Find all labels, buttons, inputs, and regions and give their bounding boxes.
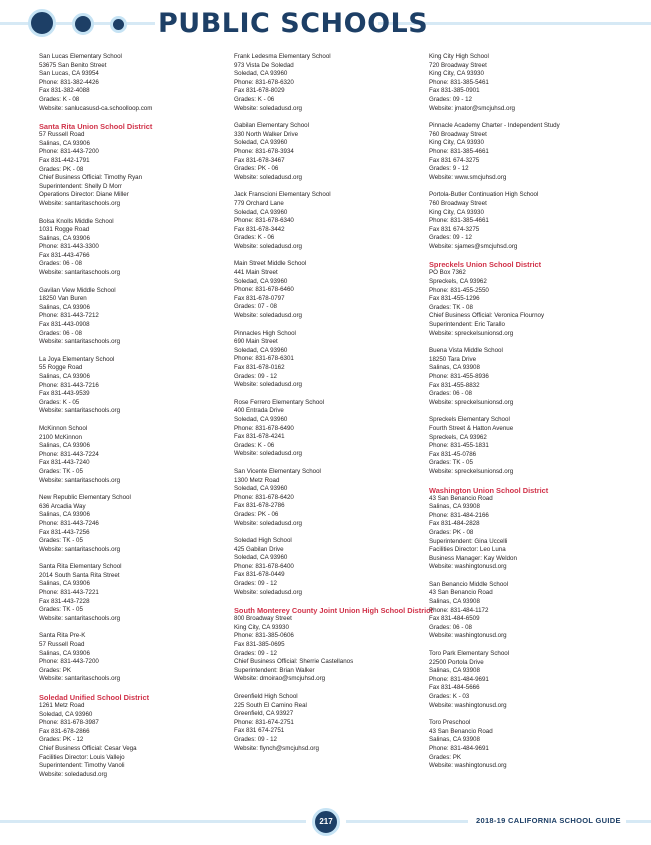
school-entry <box>429 347 619 407</box>
entry-line: Superintendent: Timothy Vanoli <box>39 762 125 770</box>
entry-line: Soledad, CA 93960 <box>234 277 288 285</box>
entry-line: Grades: TK - 05 <box>39 606 83 614</box>
entry-line: Fax 831-678-3442 <box>234 225 285 233</box>
school-name: Santa Rita Elementary School <box>39 563 122 571</box>
entry-line: Chief Business Official: Sherrie Castellanos <box>234 658 354 666</box>
entry-line: Phone: 831-674-2751 <box>234 718 294 726</box>
entry-line: Website: spreckelsunionsd.org <box>429 398 514 406</box>
school-entry <box>429 416 619 476</box>
entry-line: Phone: 831-678-6460 <box>234 286 294 294</box>
header-dot-small <box>110 16 127 33</box>
entry-line: Salinas, CA 93906 <box>39 580 90 588</box>
entry-line: 225 South El Camino Real <box>234 701 307 709</box>
entry-line: 43 San Benancio Road <box>429 494 493 502</box>
entry-line: Phone: 831-484-2166 <box>429 511 489 519</box>
entry-line: 779 Orchard Lane <box>234 199 284 207</box>
entry-line: Chief Business Official: Timothy Ryan <box>39 174 143 182</box>
entry-line: Soledad, CA 93960 <box>234 208 288 216</box>
entry-line: Website: santaritaschools.org <box>39 199 121 207</box>
entry-line: Operations Director: Diane Miller <box>39 191 129 199</box>
school-name: Main Street Middle School <box>234 260 307 268</box>
entry-line: Fax 831-455-1296 <box>429 295 480 303</box>
school-entry <box>39 494 229 554</box>
entry-line: Fax 831-678-3467 <box>234 156 285 164</box>
entry-line: Grades: K - 08 <box>39 95 80 103</box>
entry-line: 441 Main Street <box>234 269 278 277</box>
school-entry <box>234 537 424 597</box>
district-entry <box>39 693 229 779</box>
entry-line: Phone: 831-385-0606 <box>234 632 294 640</box>
entry-line: 636 Arcadia Way <box>39 502 86 510</box>
entry-line: Superintendent: Brian Walker <box>234 666 315 674</box>
entry-line: Greenfield, CA 93927 <box>234 710 294 718</box>
entry-line: Website: sjames@smcjuhsd.org <box>429 242 518 250</box>
district-entry <box>234 606 433 684</box>
entry-line: Salinas, CA 93908 <box>429 736 480 744</box>
entry-line: Grades: PK <box>429 753 461 761</box>
entry-line: Grades: 09 - 12 <box>429 234 472 242</box>
school-entry <box>234 260 424 320</box>
entry-line: Website: soledadusd.org <box>39 770 107 778</box>
entry-line: Grades: TK - 05 <box>39 537 83 545</box>
page-number: 217 <box>312 808 340 836</box>
entry-line: Fax 831-443-7240 <box>39 459 90 467</box>
entry-line: 18250 Van Buren <box>39 295 87 303</box>
district-entry <box>429 260 619 338</box>
entry-line: Phone: 831-678-6490 <box>234 424 294 432</box>
entry-line: Fax 831-678-2786 <box>234 502 285 510</box>
entry-line: Fax 831-678-0797 <box>234 294 285 302</box>
entry-line: Website: spreckelsunionsd.org <box>429 329 514 337</box>
entry-line: Chief Business Official: Veronica Flournoy <box>429 312 545 320</box>
entry-line: Business Manager: Kay Weldon <box>429 554 517 562</box>
entry-line: Website: santaritaschools.org <box>39 407 121 415</box>
entry-line: King City, CA 93930 <box>429 139 484 147</box>
entry-line: Website: washingtonusd.org <box>429 762 507 770</box>
entry-line: Website: soledadusd.org <box>234 242 302 250</box>
entry-line: Fax 831-455-8832 <box>429 381 480 389</box>
entry-line: Fourth Street & Hatton Avenue <box>429 424 514 432</box>
entry-line: Grades: 09 - 12 <box>234 580 277 588</box>
entry-line: Spreckels, CA 93962 <box>429 433 487 441</box>
school-name: Pinnacles High School <box>234 329 296 337</box>
entry-line: Phone: 831-678-6340 <box>234 217 294 225</box>
entry-line: Salinas, CA 93908 <box>429 503 480 511</box>
school-entry <box>39 218 229 278</box>
entry-line: Fax 831 674-3275 <box>429 225 480 233</box>
entry-line: Phone: 831-678-3934 <box>234 147 294 155</box>
entry-line: Fax 831-443-4766 <box>39 251 90 259</box>
entry-line: 55 Rogge Road <box>39 364 83 372</box>
entry-line: Website: washingtonusd.org <box>429 632 507 640</box>
entry-line: Superintendent: Shelly D Morr <box>39 182 122 190</box>
entry-line: Website: santaritaschools.org <box>39 614 121 622</box>
entry-line: Grades: 06 - 08 <box>429 390 472 398</box>
entry-line: Phone: 831-678-6420 <box>234 493 294 501</box>
entry-line: Fax 831-484-6509 <box>429 615 480 623</box>
entry-line: Soledad, CA 93960 <box>234 485 288 493</box>
entry-line: Spreckels, CA 93962 <box>429 278 487 286</box>
school-entry <box>234 53 424 113</box>
school-name: McKinnon School <box>39 424 88 432</box>
school-name: Bolsa Knolls Middle School <box>39 217 114 225</box>
directory-column-2 <box>234 53 433 762</box>
entry-line: San Lucas, CA 93954 <box>39 70 99 78</box>
entry-line: Phone: 831-385-4661 <box>429 217 489 225</box>
school-entry <box>234 399 424 459</box>
school-name: King City High School <box>429 53 489 60</box>
entry-line: Phone: 831-484-9691 <box>429 744 489 752</box>
header-dot-medium <box>72 13 94 35</box>
entry-line: Website: soledadusd.org <box>234 312 302 320</box>
entry-line: Soledad, CA 93960 <box>234 139 288 147</box>
school-entry <box>429 581 619 641</box>
entry-line: Grades: 09 - 12 <box>234 649 277 657</box>
school-entry <box>234 122 424 182</box>
entry-line: Grades: 06 - 08 <box>429 623 472 631</box>
entry-line: Chief Business Official: Cesar Vega <box>39 744 137 752</box>
entry-line: Grades: 06 - 08 <box>39 260 82 268</box>
entry-line: Grades: 06 - 08 <box>39 329 82 337</box>
entry-line: Grades: TK - 05 <box>429 459 473 467</box>
entry-line: Salinas, CA 93906 <box>39 303 90 311</box>
school-entry <box>234 693 424 753</box>
entry-line: 22500 Portola Drive <box>429 658 484 666</box>
guide-title: 2018-19 CALIFORNIA SCHOOL GUIDE <box>476 816 621 825</box>
entry-line: Website: flynch@smcjuhsd.org <box>234 744 319 752</box>
entry-line: Soledad, CA 93960 <box>234 554 288 562</box>
school-name: Greenfield High School <box>234 693 298 700</box>
entry-line: Website: santaritaschools.org <box>39 476 121 484</box>
school-entry <box>234 330 424 390</box>
district-name: Santa Rita Union School District <box>39 122 153 132</box>
entry-line: Phone: 831-382-4426 <box>39 78 99 86</box>
entry-line: Fax 831-45-0786 <box>429 450 477 458</box>
entry-line: Website: jmator@smcjuhsd.org <box>429 104 515 112</box>
entry-line: Grades: PK - 06 <box>234 165 279 173</box>
entry-line: 425 Gabilan Drive <box>234 545 284 553</box>
entry-line: Salinas, CA 93906 <box>39 442 90 450</box>
footer-rule-left <box>0 820 306 823</box>
entry-line: Fax 831-385-0901 <box>429 87 480 95</box>
entry-line: Salinas, CA 93906 <box>39 511 90 519</box>
entry-line: Website: sanlucasusd-ca.schoolloop.com <box>39 104 153 112</box>
entry-line: Grades: PK - 12 <box>39 736 84 744</box>
school-name: Toro Preschool <box>429 719 471 727</box>
entry-line: Facilities Director: Leo Luna <box>429 546 506 554</box>
entry-line: King City, CA 93930 <box>429 70 484 78</box>
school-name: Spreckels Elementary School <box>429 416 510 424</box>
entry-line: 53675 San Benito Street <box>39 61 107 69</box>
entry-line: 973 Vista De Soledad <box>234 61 294 69</box>
entry-line: Website: washingtonusd.org <box>429 701 507 709</box>
entry-line: Grades: PK <box>39 666 71 674</box>
entry-line: Salinas, CA 93906 <box>39 373 90 380</box>
entry-line: Fax 831-678-0162 <box>234 364 285 371</box>
entry-line: 720 Broadway Street <box>429 61 487 69</box>
school-name: Gabilan Elementary School <box>234 122 309 130</box>
entry-line: Website: soledadusd.org <box>234 173 302 181</box>
entry-line: Salinas, CA 93908 <box>429 364 480 372</box>
entry-line: 1031 Rogge Road <box>39 226 90 234</box>
entry-line: Grades: TK - 08 <box>429 303 473 311</box>
entry-line: King City, CA 93930 <box>429 208 484 216</box>
entry-line: Phone: 831-455-2550 <box>429 286 489 294</box>
entry-line: Fax 831-484-5666 <box>429 684 480 692</box>
header-dot-large <box>28 9 56 37</box>
entry-line: Salinas, CA 93908 <box>429 667 480 675</box>
entry-line: Website: soledadusd.org <box>234 450 302 458</box>
entry-line: Grades: K - 03 <box>429 693 470 700</box>
school-name: New Republic Elementary School <box>39 494 131 502</box>
entry-line: Phone: 831-385-4661 <box>429 147 489 155</box>
entry-line: Grades: 9 - 12 <box>429 165 469 173</box>
entry-line: Fax 831-382-4088 <box>39 87 90 95</box>
entry-line: Website: soledadusd.org <box>234 381 302 389</box>
entry-line: Superintendent: Eric Tarallo <box>429 321 505 329</box>
school-entry <box>234 468 424 528</box>
entry-line: Fax 831-442-1791 <box>39 156 90 164</box>
entry-line: 400 Entrada Drive <box>234 407 284 415</box>
school-entry <box>39 356 229 416</box>
directory-column-1 <box>39 53 229 788</box>
entry-line: Phone: 831-443-7200 <box>39 658 99 666</box>
entry-line: Phone: 831-385-5461 <box>429 78 489 86</box>
district-entry <box>39 122 229 208</box>
page-title: PUBLIC SCHOOLS <box>158 8 429 39</box>
entry-line: 57 Russell Road <box>39 131 85 139</box>
district-name: Spreckels Union School District <box>429 260 542 270</box>
school-entry <box>39 632 229 684</box>
school-entry <box>429 650 619 710</box>
entry-line: Fax 831-443-0908 <box>39 321 90 329</box>
school-name: La Joya Elementary School <box>39 355 115 363</box>
entry-line: Website: santaritaschools.org <box>39 338 121 346</box>
school-name: Toro Park Elementary School <box>429 650 510 658</box>
entry-line: King City, CA 93930 <box>234 623 289 631</box>
school-name: Jack Franscioni Elementary School <box>234 191 331 199</box>
footer-rule-middle <box>346 820 468 823</box>
entry-line: Fax 831-678-0449 <box>234 571 285 579</box>
school-name: Portola-Butler Continuation High School <box>429 191 539 199</box>
school-entry <box>429 719 619 771</box>
entry-line: Website: soledadusd.org <box>234 588 302 596</box>
entry-line: Grades: PK - 08 <box>429 528 474 536</box>
entry-line: Phone: 831-443-7246 <box>39 519 99 527</box>
entry-line: 57 Russell Road <box>39 641 85 649</box>
entry-line: Grades: 09 - 12 <box>429 95 472 103</box>
entry-line: Salinas, CA 93906 <box>39 649 90 657</box>
school-name: San Vicente Elementary School <box>234 467 321 475</box>
entry-line: Fax 831-678-8029 <box>234 87 285 95</box>
entry-line: Grades: K - 06 <box>234 234 275 242</box>
district-name: Soledad Unified School District <box>39 693 150 702</box>
entry-line: Salinas, CA 93906 <box>39 139 90 147</box>
entry-line: Fax 831-678-4241 <box>234 433 285 441</box>
entry-line: Fax 831-678-2866 <box>39 727 90 735</box>
entry-line: Grades: PK - 06 <box>234 510 279 518</box>
entry-line: Website: soledadusd.org <box>234 104 302 112</box>
entry-line: 18250 Tara Drive <box>429 355 477 363</box>
entry-line: Grades: K - 06 <box>234 95 275 103</box>
entry-line: Grades: 07 - 08 <box>234 303 277 311</box>
school-entry <box>39 563 229 623</box>
entry-line: Fax 831 674-3275 <box>429 156 480 164</box>
entry-line: 760 Broadway Street <box>429 199 487 207</box>
entry-line: 43 San Benancio Road <box>429 589 493 597</box>
entry-line: Grades: K - 05 <box>39 398 80 406</box>
entry-line: Phone: 831-678-6400 <box>234 562 294 570</box>
entry-line: PO Box 7362 <box>429 269 466 277</box>
entry-line: 690 Main Street <box>234 338 278 346</box>
entry-line: Fax 831-385-0695 <box>234 641 285 649</box>
school-name: Buena Vista Middle School <box>429 347 503 355</box>
entry-line: Grades: 09 - 12 <box>234 372 277 380</box>
school-entry <box>234 191 424 251</box>
entry-line: Soledad, CA 93960 <box>234 415 288 423</box>
entry-line: 800 Broadway Street <box>234 615 292 623</box>
entry-line: Website: dmoirao@smcjuhsd.org <box>234 675 326 683</box>
entry-line: Website: santaritaschools.org <box>39 675 121 683</box>
school-entry <box>429 191 619 251</box>
entry-line: Phone: 831-455-1831 <box>429 442 489 450</box>
school-name: Frank Ledesma Elementary School <box>234 53 331 60</box>
school-name: Rose Ferrero Elementary School <box>234 398 325 406</box>
entry-line: Website: soledadusd.org <box>234 519 302 527</box>
entry-line: Phone: 831-443-7224 <box>39 450 99 458</box>
entry-line: Superintendent: Gina Uccelli <box>429 537 508 545</box>
entry-line: Fax 831-484-2828 <box>429 520 480 528</box>
entry-line: Phone: 831-484-9691 <box>429 675 489 683</box>
entry-line: Phone: 831-443-7200 <box>39 148 99 156</box>
directory-column-3 <box>429 53 619 780</box>
entry-line: Phone: 831-484-1172 <box>429 606 489 614</box>
entry-line: Soledad, CA 93960 <box>39 710 93 718</box>
entry-line: Grades: PK - 08 <box>39 165 84 173</box>
page-footer <box>0 808 651 838</box>
entry-line: Fax 831-443-9539 <box>39 390 90 398</box>
school-entry <box>429 53 619 113</box>
entry-line: 1261 Metz Road <box>39 702 85 709</box>
entry-line: Soledad, CA 93960 <box>234 346 288 354</box>
school-name: Pinnacle Academy Charter - Independent Study <box>429 122 560 130</box>
school-name: San Lucas Elementary School <box>39 53 122 60</box>
entry-line: Phone: 831-678-6320 <box>234 78 294 86</box>
page-header <box>0 0 651 48</box>
entry-line: Soledad, CA 93960 <box>234 70 288 78</box>
entry-line: Salinas, CA 93906 <box>39 234 90 242</box>
school-name: Santa Rita Pre-K <box>39 632 86 640</box>
entry-line: Grades: K - 06 <box>234 441 275 449</box>
entry-line: 43 San Benancio Road <box>429 727 493 735</box>
entry-line: Phone: 831-443-7216 <box>39 381 99 389</box>
entry-line: 2100 McKinnon <box>39 433 82 441</box>
entry-line: Grades: TK - 05 <box>39 467 83 475</box>
entry-line: 760 Broadway Street <box>429 130 487 138</box>
entry-line: Grades: 09 - 12 <box>234 735 277 743</box>
school-name: Soledad High School <box>234 537 292 545</box>
entry-line: Phone: 831-678-3987 <box>39 719 99 727</box>
school-name: Gavilan View Middle School <box>39 286 116 294</box>
school-entry <box>39 53 229 113</box>
entry-line: Fax 831-443-7228 <box>39 597 90 605</box>
footer-rule-right <box>626 820 651 823</box>
school-entry <box>429 122 619 182</box>
school-entry <box>39 287 229 347</box>
district-name: Washington Union School District <box>429 485 549 495</box>
district-entry <box>429 486 619 572</box>
entry-line: Phone: 831-455-8936 <box>429 373 489 380</box>
entry-line: Fax 831-443-7256 <box>39 528 90 536</box>
entry-line: Website: spreckelsunionsd.org <box>429 467 514 475</box>
entry-line: Salinas, CA 93908 <box>429 598 480 606</box>
entry-line: Phone: 831-443-3300 <box>39 243 99 251</box>
entry-line: Fax 831 674-2751 <box>234 727 285 735</box>
entry-line: Phone: 831-443-7212 <box>39 312 99 320</box>
school-name: San Benancio Middle School <box>429 580 509 588</box>
entry-line: Phone: 831-443-7221 <box>39 589 99 597</box>
entry-line: Website: washingtonusd.org <box>429 563 507 571</box>
entry-line: Website: www.smcjuhsd.org <box>429 173 507 181</box>
entry-line: Website: santaritaschools.org <box>39 269 121 277</box>
entry-line: 1300 Metz Road <box>234 476 280 484</box>
entry-line: Facilities Director: Louis Vallejo <box>39 753 125 761</box>
entry-line: 330 North Walker Drive <box>234 130 299 138</box>
entry-line: Phone: 831-678-6301 <box>234 355 294 363</box>
school-entry <box>39 425 229 485</box>
district-name: South Monterey County Joint Union High School District <box>234 606 433 616</box>
entry-line: 2014 South Santa Rita Street <box>39 571 120 579</box>
entry-line: Website: santaritaschools.org <box>39 545 121 553</box>
